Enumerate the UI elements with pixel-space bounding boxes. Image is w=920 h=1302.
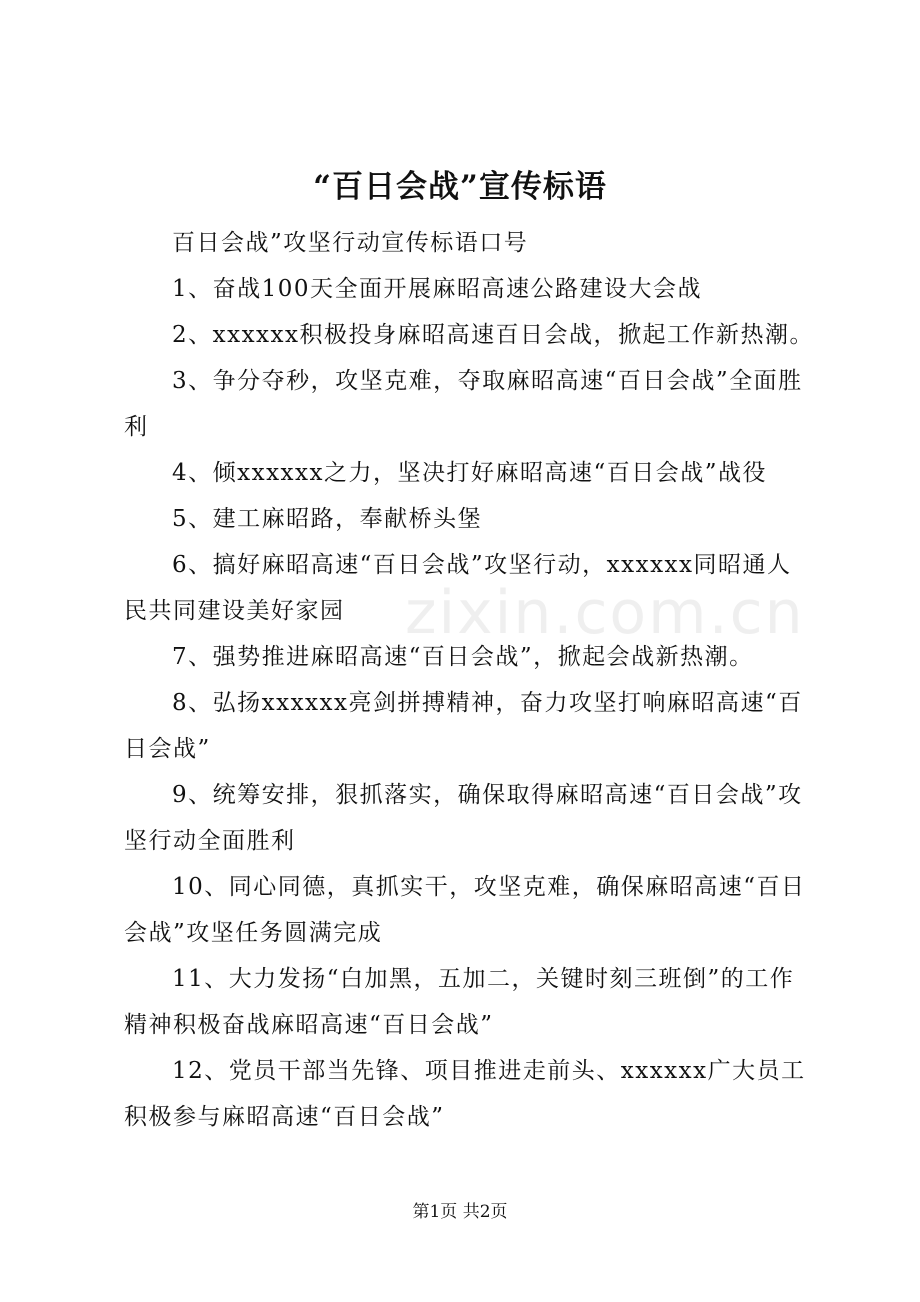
- slogan-item: 4、倾xxxxxx之力，坚决打好麻昭高速“百日会战”战役: [172, 460, 767, 486]
- slogan-item: 10、同心同德，真抓实干，攻坚克难，确保麻昭高速“百日会战”攻坚任务圆满完成: [124, 874, 806, 946]
- slogan-item: 7、强势推进麻昭高速“百日会战”，掀起会战新热潮。: [172, 644, 754, 670]
- slogan-item: 11、大力发扬“白加黑，五加二，关键时刻三班倒”的工作精神积极奋战麻昭高速“百日会战”: [124, 966, 795, 1038]
- slogan-item: 6、搞好麻昭高速“百日会战”攻坚行动，xxxxxx同昭通人民共同建设美好家园: [124, 552, 792, 624]
- slogan-item: 8、弘扬xxxxxx亮剑拼搏精神，奋力攻坚打响麻昭高速“百日会战”: [124, 690, 803, 762]
- watermark: zixin.com.cn: [405, 578, 805, 648]
- slogan-item: 5、建工麻昭路，奉献桥头堡: [172, 506, 483, 532]
- slogan-item: 9、统筹安排，狠抓落实，确保取得麻昭高速“百日会战”攻坚行动全面胜利: [124, 782, 803, 854]
- document-body: [124, 220, 814, 1140]
- page-footer: 第1页 共2页: [412, 1202, 508, 1222]
- slogan-item: 3、争分夺秒，攻坚克难，夺取麻昭高速“百日会战”全面胜利: [124, 368, 803, 440]
- slogan-item: 1、奋战100天全面开展麻昭高速公路建设大会战: [172, 276, 703, 302]
- slogan-item: 12、党员干部当先锋、项目推进走前头、xxxxxx广大员工积极参与麻昭高速“百日会战”: [124, 1058, 806, 1130]
- slogan-item: 2、xxxxxx积极投身麻昭高速百日会战，掀起工作新热潮。: [172, 322, 814, 348]
- document-subtitle: 百日会战”攻坚行动宣传标语口号: [172, 230, 529, 256]
- page-title: “百日会战”宣传标语: [313, 169, 607, 205]
